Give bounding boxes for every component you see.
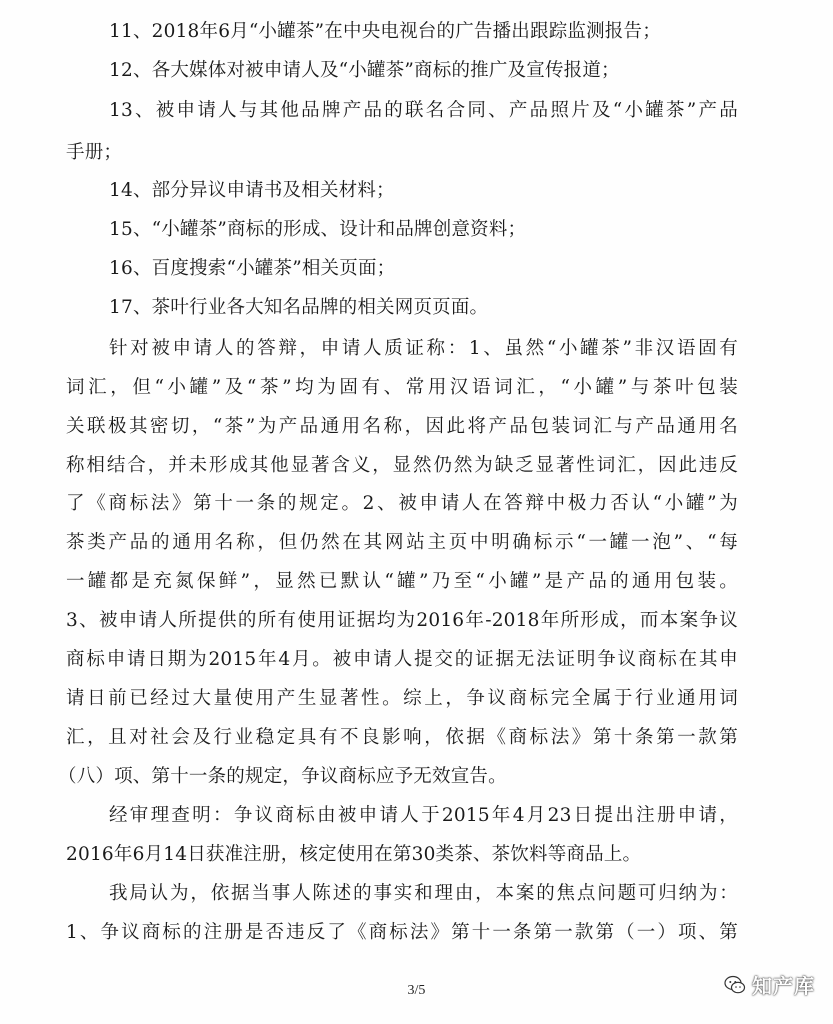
list-item-13: 13、被申请人与其他品牌产品的联名合同、产品照片及“小罐茶”产品 bbox=[109, 100, 738, 121]
paragraph-line: 商标申请日期为2015年4月。被申请人提交的证据无法证明争议商标在其申 bbox=[66, 649, 738, 670]
list-item-11: 11、2018年6月“小罐茶”在中央电视台的广告播出跟踪监测报告； bbox=[109, 21, 661, 42]
watermark bbox=[724, 970, 815, 999]
page-number: 3/5 bbox=[407, 983, 426, 998]
paragraph-line: 茶类产品的通用名称，但仍然在其网站主页中明确标示“一罐一泡”、“每 bbox=[66, 532, 738, 553]
paragraph-line: 一罐都是充氮保鲜”，显然已默认“罐”乃至“小罐”是产品的通用包装。 bbox=[66, 571, 738, 592]
wechat-icon bbox=[724, 974, 746, 996]
paragraph-line: 了《商标法》第十一条的规定。2、被申请人在答辩中极力否认“小罐”为 bbox=[66, 493, 738, 514]
paragraph-line: 关联极其密切，“茶”为产品通用名称，因此将产品包装词汇与产品通用名 bbox=[66, 416, 738, 437]
paragraph-line: 词汇，但“小罐”及“茶”均为固有、常用汉语词汇，“小罐”与茶叶包装 bbox=[66, 377, 738, 398]
paragraph-line: 1、争议商标的注册是否违反了《商标法》第十一条第一款第（一）项、第 bbox=[66, 922, 738, 943]
watermark-text: 知产库 bbox=[752, 974, 815, 998]
paragraph-line: 2016年6月14日获准注册，核定使用在第30类茶、茶饮料等商品上。 bbox=[66, 844, 642, 865]
list-item-13-cont: 手册； bbox=[66, 142, 123, 163]
list-item-17: 17、茶叶行业各大知名品牌的相关网页页面。 bbox=[109, 297, 489, 318]
paragraph-line: 我局认为，依据当事人陈述的事实和理由，本案的焦点问题可归纳为： bbox=[109, 883, 738, 904]
paragraph-line: 针对被申请人的答辩，申请人质证称：1、虽然“小罐茶”非汉语固有 bbox=[109, 338, 738, 359]
paragraph-line: 汇，且对社会及行业稳定具有不良影响，依据《商标法》第十条第一款第 bbox=[66, 727, 738, 748]
paragraph-line: 3、被申请人所提供的所有使用证据均为2016年-2018年所形成，而本案争议 bbox=[66, 610, 738, 631]
list-item-14: 14、部分异议申请书及相关材料； bbox=[109, 180, 395, 201]
list-item-16: 16、百度搜索“小罐茶”相关页面； bbox=[109, 258, 396, 279]
paragraph-line: （八）项、第十一条的规定，争议商标应予无效宣告。 bbox=[58, 766, 507, 787]
paragraph-line: 经审理查明：争议商标由被申请人于2015年4月23日提出注册申请， bbox=[109, 805, 738, 826]
list-item-15: 15、“小罐茶”商标的形成、设计和品牌创意资料； bbox=[109, 219, 527, 240]
list-item-12: 12、各大媒体对被申请人及“小罐茶”商标的推广及宣传报道； bbox=[109, 60, 620, 81]
paragraph-line: 请日前已经过大量使用产生显著性。综上，争议商标完全属于行业通用词 bbox=[66, 688, 738, 709]
paragraph-line: 称相结合，并未形成其他显著含义，显然仍然为缺乏显著性词汇，因此违反 bbox=[66, 455, 738, 476]
